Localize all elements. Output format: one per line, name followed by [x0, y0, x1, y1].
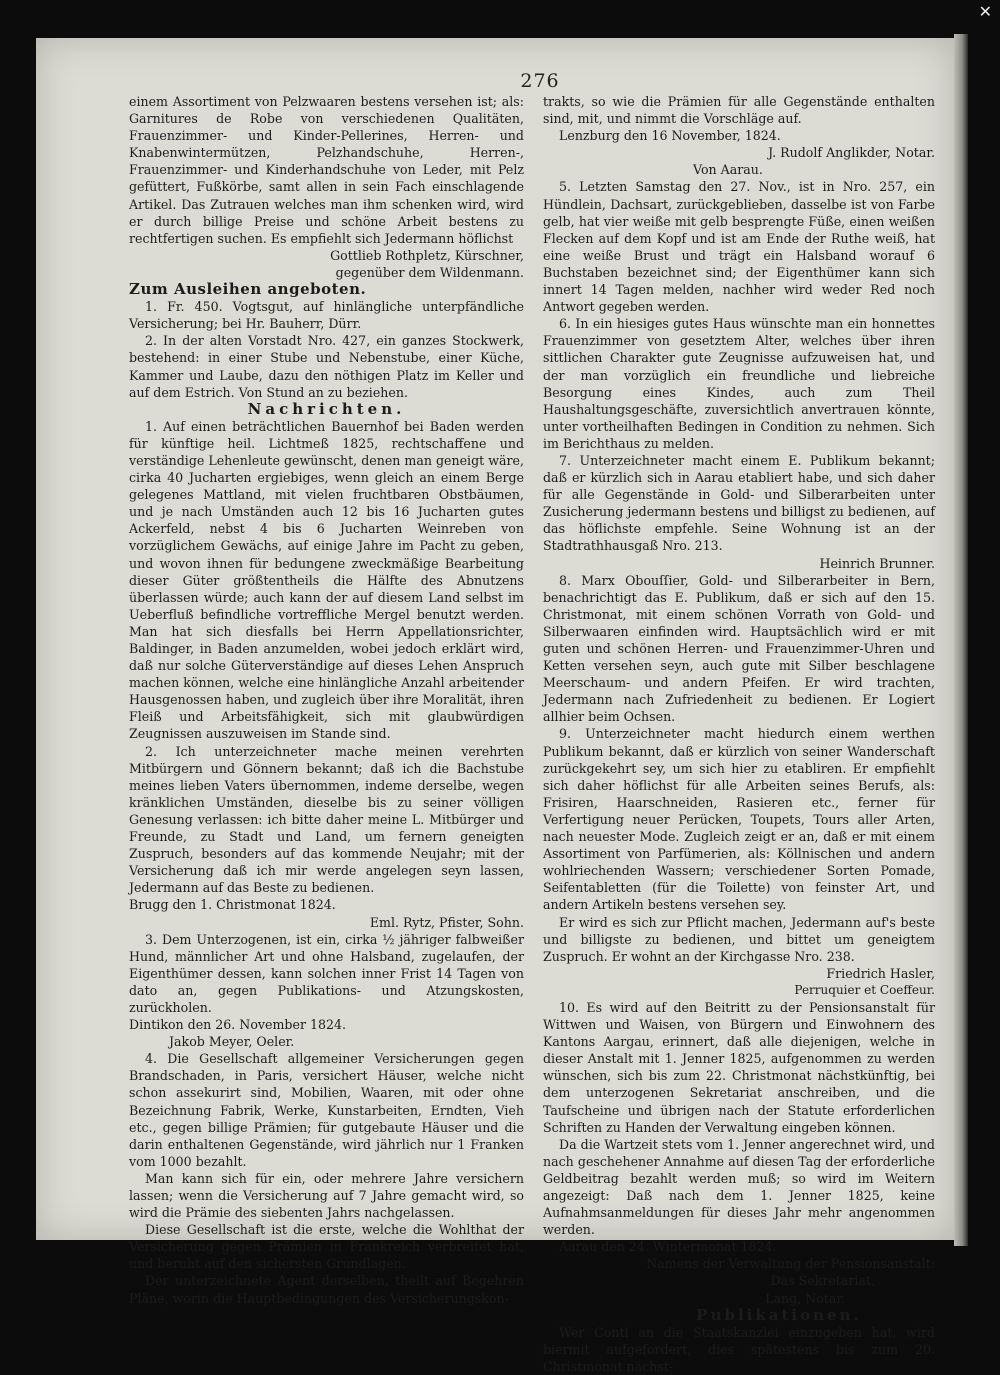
notice-insurance-term: Man kann sich für ein, oder mehrere Jahre versichern lassen; wenn die Versicherung auf 7 Jahre gemacht wird, so wird die Prämie des siebenten Jahrs nachgelassen.	[129, 1170, 524, 1221]
section-heading-ausleihen: Zum Ausleihen angeboten.	[129, 280, 367, 299]
notice-insurance-company: Diese Gesellschaft ist die erste, welche die Wohlthat der Versicherung gegen Prämien in Frankreich verbreitet hat, und beruht auf den sichersten Grundlagen.	[129, 1222, 524, 1272]
signature-hasler: Friedrich Hasler,	[826, 965, 935, 981]
notice-goldsmith-brunner: 7. Unterzeichneter macht einem E. Publikum bekannt; daß er kürzlich sich in Aarau etabliert habe, und sich daher für alle Gegenstände in Gold- und Silberarbeiten unter Zusicherung jedermann bestens und billigst zu bedienen, auf das höflichste empfehle. Seine Wohnung ist an der Stadtrathhausgaß Nro. 213.	[543, 452, 935, 554]
signature-rytz: Eml. Rytz, Pfister, Sohn.	[369, 914, 524, 930]
signature-lang: Lang, Notar.	[765, 1290, 845, 1306]
notice-found-dog-date: Dintikon den 26. November 1824.	[129, 1017, 347, 1033]
notice-pension-fund: 10. Es wird auf den Beitritt zu der Pensionsanstalt für Wittwen und Waisen, von Bürgern und Einwohnern des Kantons Aargau, erinnert, daß alle diejenigen, welche in dieser Anstalt mit 1. Jenner 1825, aufgenommen zu werden wünschen, sich bis zum 22. Christmonat nächstkünftig, bei dem unterzogenen Sekretariat anschreiben, und die Taufscheine und übrigen nach der Statute erforderlichen Schriften zu Handen der Verwaltung eingeben können.	[543, 999, 935, 1135]
notice-insurance: 4. Die Gesellschaft allgemeiner Versicherungen gegen Brandschaden, in Paris, versichert Häuser, welche nicht schon assekurirt sind, Mobilien, Waaren, mit oder ohne Bezeichnung Fabrik, Werke, Kunstarbeiten, Erndten, Vieh etc., gegen billige Prämien; für gutgebaute Häuser und die darin enthaltenen Gegenstände, wird jährlich nur 1 Franken vom 1000 bezahlt.	[129, 1051, 524, 1169]
notice-lending-2: 2. In der alten Vorstadt Nro. 427, ein ganzes Stockwerk, bestehend: in einer Stube und Nebenstube, einer Küche, Kammer und Laube, dazu den nöthigen Platz im Keller und auf dem Estrich. Von Stund an zu beziehen.	[129, 333, 524, 400]
notice-insurance-date: Lenzburg den 16 November, 1824.	[559, 128, 781, 144]
signature-rothpletz-address: gegenüber dem Wildenmann.	[335, 264, 524, 280]
notice-bakery: 2. Ich unterzeichneter mache meinen verehrten Mitbürgern und Gönnern bekannt; daß ich die Bachstube meines lieben Vaters übernommen, indeme derselbe, wegen kränklichen Umständen, dieselbe bis zu seiner völligen Genesung verlassen: ich bitte daher meine L. Mitbürger und Freunde, zu Stadt und Land, um fernern geneigten Zuspruch, besonders auf das kommende Neujahr; mit der Versicherung daß ich mir werde angelegen seyn lassen, Jedermann auf das Beste zu bedienen.	[129, 743, 524, 896]
right-column	[543, 93, 935, 1375]
notice-state-chancellery: Wer Conti an die Staatskanzlei einzugeben hat, wird biermit aufgefordert, dies spätestens bis zum 20. Christmonat nächst-	[543, 1324, 935, 1374]
signature-hasler-title: Perruquier et Coeffeur.	[794, 982, 935, 997]
notice-insurance-agent: Der unterzeichnete Agent derselben, theilt auf Begehren Pläne, worin die Hauptbedingungen des Versicherungskon-	[129, 1273, 524, 1306]
notice-farm-lease: 1. Auf einen beträchtlichen Bauernhof bei Baden werden für künftige heil. Lichtmeß 1825, rechtschaffene und verständige Lehenleute gewünscht, denen man geneigt wäre, cirka 40 Jucharten ergiebiges, wenn gleich an einem Berge gelegenes Mattland, mit vielen fruchtbaren Obstbäumen, und je nach Umständen auch 12 bis 16 Jucharten gutes Ackerfeld, nebst 4 bis 6 Jucharten Weinreben von vorzüglichem Gewächs, auf einige Jahre im Pacht zu geben, und wovon ihnen für bedungene zweckmäßige Bearbeitung dieser Güter größtentheils die Hälfte des Abnutzens überlassen würde; auch kann der auf diesem Land selbst im Ueberfluß befindliche vortreffliche Mergel benutzt werden. Man hat sich diesfalls bei Herrn Appellationsrichter, Baldinger, in Baden anzumelden, wobei jedoch erklärt wird, daß nur solche Güterverständige auf dieses Lehen Anspruch machen können, welche eine hinlängliche Anzahl arbeitender Hausgenossen haben, und zugleich über ihre Moralität, ihren Fleiß und Arbeitsfähigkeit, sich mit glaubwürdigen Zeugnissen auszuweisen im Stande sind.	[129, 418, 524, 742]
notice-pension-waiting: Da die Wartzeit stets vom 1. Jenner angerechnet wird, und nach geschehener Annahme auf diesen Tag der erforderliche Geldbeitrag bezahlt werden muß; so wird im Weitern angezeigt: Daß nach dem 1. Jenner 1825, keine Aufnahmsanmeldungen für dieses Jahr mehr angenommen werden.	[543, 1136, 935, 1238]
signature-pension-board: Namens der Verwaltung der Pensionsanstalt:	[646, 1256, 935, 1272]
notice-insurance-continued: trakts, so wie die Prämien für alle Gegenstände enthalten sind, mit, und nimmt die Vorschläge auf.	[543, 94, 935, 127]
notice-hairdresser: 9. Unterzeichneter macht hiedurch einem werthen Publikum bekannt, daß er kürzlich von seiner Wanderschaft zurückgekehrt sey, um sich hier zu etabliren. Er empfiehlt sich daher höflichst für alle Arbeiten seines Berufs, als: Frisiren, Haarschneiden, Rasieren etc., ferner für Verfertigung neuer Perücken, Toupets, Tours aller Arten, nach neuester Mode. Zugleich zeigt er an, daß er mit einem Assortiment von Parfümerien, als: Köllnischen und andern wohlriechenden Wassern; verschiedener Sorten Pomade, Seifentabletten (für die Toilette) von feinster Art, und andern Artikeln bestens versehen sey.	[543, 726, 935, 913]
place-heading-aarau: Von Aarau.	[693, 162, 763, 178]
notice-found-dog: 3. Dem Unterzogenen, ist ein, cirka ½ jähriger falbweißer Hund, männlicher Art und ohne Halsband, zugelaufen, der Eigenthümer dessen, kann solchen inner Frist 14 Tagen von dato an, gegen Publikations- und Atzungskosten, zurückholen.	[129, 931, 524, 1015]
signature-meyer: Jakob Meyer, Oeler.	[169, 1034, 295, 1050]
notice-lending-1: 1. Fr. 450. Vogtsgut, auf hinlängliche unterpfändliche Versicherung; bei Hr. Bauherr, Dürr.	[129, 299, 524, 332]
newspaper-page	[36, 38, 954, 1374]
notice-pension-date: Aarau den 24. Wintermonat 1824.	[559, 1239, 777, 1255]
page-edge	[954, 34, 968, 1246]
page-number: 276	[520, 70, 560, 92]
signature-anglikder: J. Rudolf Anglikder, Notar.	[768, 145, 935, 161]
signature-rothpletz: Gottlieb Rothpletz, Kürschner,	[330, 247, 524, 263]
notice-goldsmith-obousier: 8. Marx Obouſſier, Gold- und Silberarbeiter in Bern, benachrichtigt das E. Publikum, daß er sich auf den 15. Christmonat, mit einem schönen Vorrath von Gold- und Silberwaaren einfinden wird. Hauptsächlich wird er mit guten und schönen Herren- und Frauenzimmer-Uhren und Ketten versehen seyn, auch gute mit Silber beschlagene Meerschaum- und andern Pfeifen. Er wird trachten, Jedermann nach Zufriedenheit zu bedienen. Er Logiert allhier beim Ochsen.	[543, 572, 935, 725]
notice-bakery-date: Brugg den 1. Christmonat 1824.	[129, 897, 336, 913]
left-column	[129, 93, 524, 1307]
notice-hairdresser-service: Er wird es sich zur Pflicht machen, Jedermann auf's beste und billigste zu bedienen, und bittet um geneigtem Zuspruch. Er wohnt an der Kirchgasse Nro. 238.	[543, 914, 935, 964]
scan-corner-mark: ✕	[978, 2, 992, 21]
fur-advert-text: einem Assortiment von Pelzwaaren bestens versehen ist; als: Garnitures de Robe von verschiedenen Qualitäten, Frauenzimmer- und Kinder-Pellerines, Herren- und Knabenwintermützen, Pelzhandschuhe, Herren-, Frauenzimmer- und Kinderhandschuhe von Leder, mit Pelz gefüttert, Fußkörbe, samt allen in sein Fach einschlagende Artikel. Das Zutrauen welches man ihm schenken wird, wird er durch billige Preise und schöne Arbeit bestens zu rechtfertigen suchen. Es empfiehlt sich Jedermann höflichst	[129, 94, 524, 246]
section-heading-publikationen: Publikationen.	[696, 1305, 862, 1324]
notice-housekeeper: 6. In ein hiesiges gutes Haus wünschte man ein honnettes Frauenzimmer von gesetztem Alter, welches über ihren sittlichen Charakter gute Zeugnisse aufzuweisen hat, und der man vorzüglich ein freundliche und liebreiche Besorgung eines Kindes, auch zum Theil Haushaltungsgeschäfte, zuversichtlich anvertrauen könnte, unter vortheilhaften Bedingen in Condition zu nehmen. Sich im Berichthaus zu melden.	[543, 316, 935, 451]
section-heading-nachrichten: Nachrichten.	[247, 399, 406, 418]
signature-brunner: Heinrich Brunner.	[819, 555, 935, 571]
notice-lost-dog: 5. Letzten Samstag den 27. Nov., ist in Nro. 257, ein Hündlein, Dachsart, zurückgeblieben, dasselbe ist von Farbe gelb, hat vier weiße mit gelb besprengte Füße, einen weißen Flecken auf dem Kopf und ist am Ende der Ruthe weiß, hat eine weiße Brust und trägt ein Halsband worauf 6 Buchstaben bezeichnet sind; der Eigenthümer kann sich innert 14 Tagen melden, nachher wird weder Red noch Antwort gegeben werden.	[543, 179, 935, 315]
signature-secretariat: Das Sekretariat,	[770, 1273, 875, 1289]
